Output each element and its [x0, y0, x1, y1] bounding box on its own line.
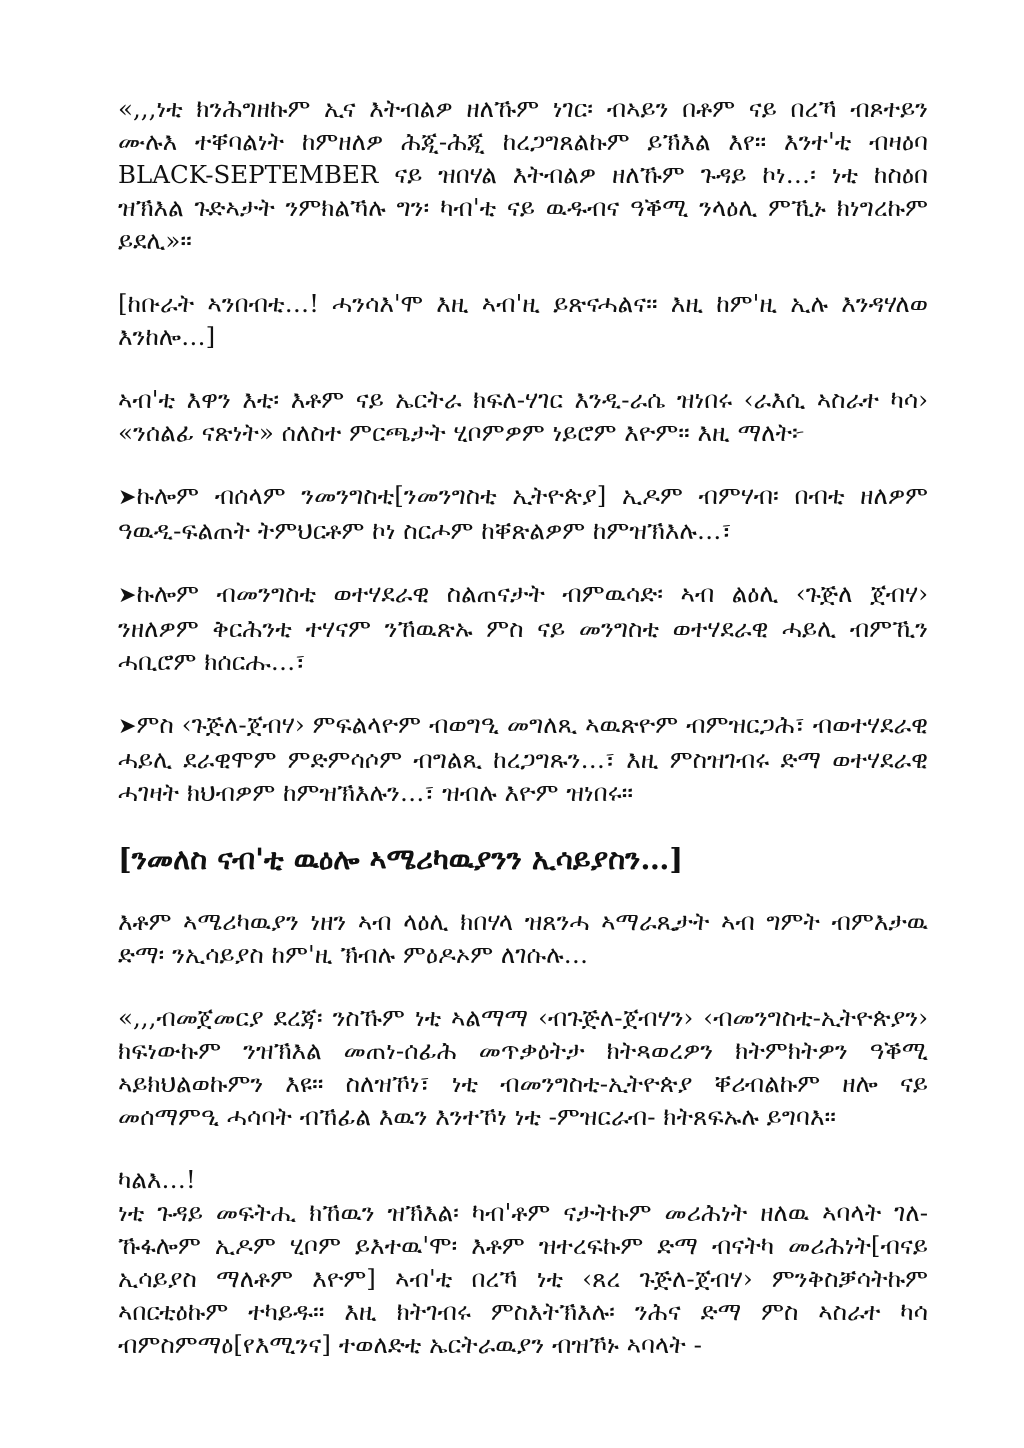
- another-label: ካልእ…!: [118, 1165, 196, 1194]
- aside-paragraph-readers: [ከቡራት ኣንበብቲ…! ሓንሳእ'ሞ እዚ ኣብ'ዚ ይጽናሓልና። እዚ ከም'ዚ ኢሉ እንዳሃለወ እንከሎ…]: [118, 289, 928, 351]
- arrow-bullet-icon: ➤: [118, 714, 137, 739]
- solution-paragraph: ነቲ ጉዳይ መፍትሒ ክኸዉን ዝኽእል፡ ካብ'ቶም ናታትኩም መሪሕነት ዘለዉ ኣባላት ገለ-ኹፋሎም ኢዶም ሂቦም ይእተዉ'ሞ፡ እቶም ዝተረፍኩም ድማ ብናትካ መሪሕነት[ብናይ ኢሳይያስ ማለቶም እዮም] ኣብ'ቲ በረኻ ነቲ ‹ጸረ ጉጅለ-ጀብሃ› ምንቅስቓሳትኩም ኣበርቲዕኩም ተካይዱ። እዚ ክትገብሩ ምስእትኽእሉ፡ ንሕና ድማ ምስ ኣስራተ ካሳ ብምስምማዕ[የእሚንና] ተወለድቲ ኤርትራዉያን ብዝኾኑ ኣባላት -: [118, 1198, 928, 1359]
- arrow-bullet-icon: ➤: [118, 485, 137, 510]
- arrow-bullet-icon: ➤: [118, 583, 137, 608]
- option-text-2: ኩሎም ብመንግስቲ ወተሃደራዊ ስልጠናታት ብምዉሳድ፡ ኣብ ልዕሊ ‹ጉጅለ ጀብሃ› ንዘለዎም ቅርሕንቲ ተሃናም ንኸዉጽኡ ምስ ናይ መንግስቲ ወተሃደራዊ ሓይሊ ብምኺን ሓቢሮም ክሰርሑ…፣: [118, 579, 928, 676]
- context-paragraph-options: ኣብ'ቲ እዋን እቲ፡ እቶም ናይ ኤርትራ ክፍለ-ሃገር እንዲ-ራሴ ዝነበሩ ‹ራእሲ ኣስራተ ካሳ› «ንሰልፊ ናጽነት» ሰለስተ ምርጫታት ሂቦምዎም ነይሮም እዮም። እዚ ማለት፦: [118, 385, 928, 447]
- quote-paragraph-2: «,,,ብመጀመርያ ደረጃ፡ ንስኹም ነቲ ኣልማማ ‹ብጉጅለ-ጀብሃን› ‹ብመንግስቲ-ኢትዮጵያን› ክፍነውኩም ንዝኽእል መጠነ-ሰፊሕ መጥቃዕትታ ክትጻወረዎን ክትምክትዎን ዓቕሚ ኣይክህልወኩምን እዩ። ስለዝኾነ፣ ነቲ ብመንግስቲ-ኢትዮጵያ ቐሪብልኩም ዘሎ ናይ መሰማምዒ ሓሳባት ብኸፊል እዉን እንተኾነ ነቲ -ምዝርራብ- ክትጸፍኡሉ ይግባእ።: [118, 1003, 928, 1131]
- option-list-item-1: [118, 479, 928, 547]
- option-text-1: ኩሎም ብሰላም ንመንግስቲ[ንመንግስቲ ኢትዮጵያ] ኢዶም ብምሃብ፡ በብቲ ዘለዎም ዓዉዲ-ፍልጠት ትምህርቶም ኮነ ስርሖም ከቐጽልዎም ከምዝኽእሉ…፣: [118, 481, 928, 545]
- quote-paragraph-1: «,,,ነቲ ክንሕግዘኩም ኢና እትብልዎ ዘለኹም ነገር፡ ብኣይን በቶም ናይ በረኻ ብጾተይን ሙሉእ ተቐባልነት ከምዘለዎ ሕጂ-ሕጂ ከረጋግጸልኩም ይኽእል እየ። እንተ'ቲ ብዛዕባ BLACK-SEPTEMBER ናይ ዝበሃል እትብልዎ ዘለኹም ጉዳይ ኮነ…፡ ነቲ ከስዕበ ዝኽእል ጉድኣታት ንምክልኻሉ ግን፡ ካብ'ቲ ናይ ዉዱብና ዓቕሚ ንላዕሊ ምኺኑ ክነግረኩም ይደሊ»።: [118, 94, 928, 255]
- americans-paragraph: እቶም ኣሜሪካዉያን ነዘን ኣብ ላዕሊ ክበሃላ ዝጸንሓ ኣማራጺታት ኣብ ግምት ብምእታዉ ድማ፡ ንኢሳይያስ ከም'ዚ ኽብሉ ምዕዶኦም ለገሱሉ…: [118, 907, 928, 969]
- section-heading: [ንመለስ ናብ'ቲ ዉዕሎ ኣሜሪካዉያንን ኢሳይያስን…]: [118, 842, 684, 876]
- option-text-3: ምስ ‹ጉጅለ-ጀብሃ› ምፍልላዮም ብወግዒ መግለጺ ኣዉጽዮም ብምዝርጋሕ፣ ብወተሃደራዊ ሓይሊ ደራዊሞም ምድምሳሶም ብግልጺ ከረጋግጹን…፣ እዚ ምስዝገብሩ ድማ ወተሃደራዊ ሓገዛት ክህብዎም ከምዝኽእሉን…፣ ዝብሉ እዮም ዝነበሩ።: [118, 710, 928, 807]
- option-list-item-2: [118, 577, 928, 678]
- option-list-item-3: [118, 708, 928, 809]
